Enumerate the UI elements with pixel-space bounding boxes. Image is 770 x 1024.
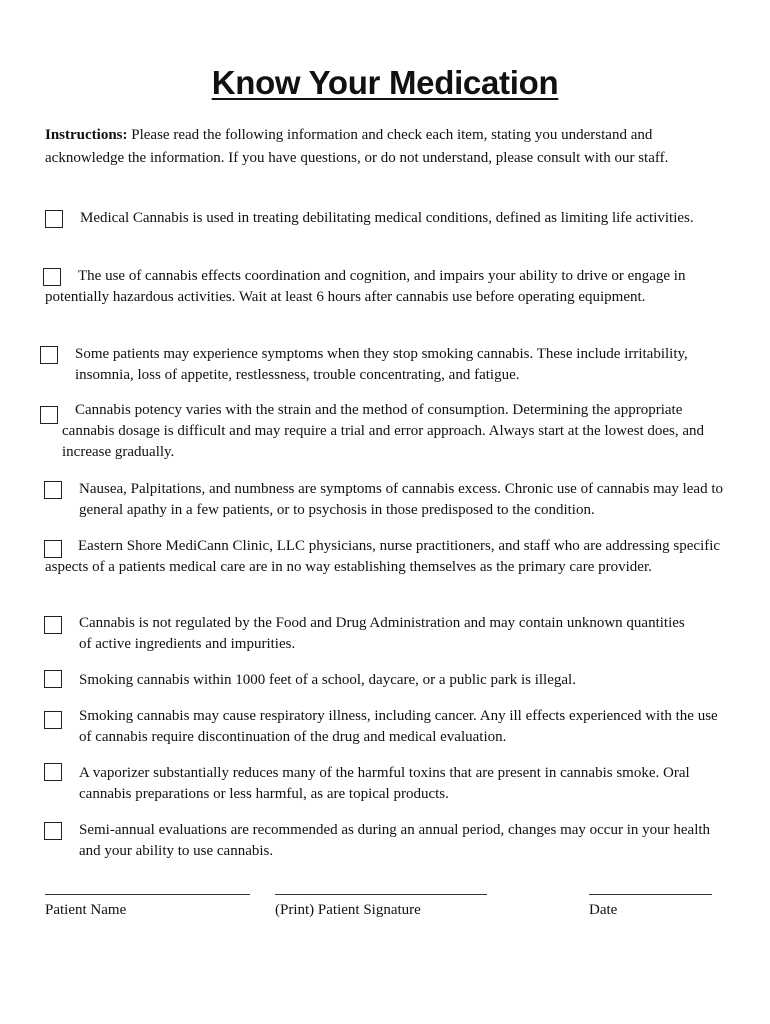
- item-text: Cannabis is not regulated by the Food and Drug Administration and may contain unknown quantities of active ingredients and impurities.: [79, 615, 685, 652]
- checkbox[interactable]: [44, 822, 62, 840]
- patient-name-line[interactable]: [45, 894, 250, 895]
- date-label: Date: [589, 902, 618, 918]
- patient-signature-label: (Print) Patient Signature: [275, 902, 421, 918]
- instructions-text: Please read the following information and check each item, stating you understand and acknowledge the information. If you have questions, or do not understand, please consult with our staff.: [45, 127, 669, 166]
- checkbox[interactable]: [44, 481, 62, 499]
- item-text: Smoking cannabis may cause respiratory illness, including cancer. Any ill effects experienced with the use of cannabis require discontinuation of the drug and medical evaluation.: [79, 708, 718, 745]
- page-title: Know Your Medication: [211, 64, 559, 101]
- item-text: Nausea, Palpitations, and numbness are symptoms of cannabis excess. Chronic use of cannabis may lead to general apathy in a few patients, or to psychosis in those predisposed to the condition.: [79, 481, 724, 518]
- patient-signature-line[interactable]: [275, 894, 487, 895]
- item-text: Semi-annual evaluations are recommended as during an annual period, changes may occur in your health and your ability to use cannabis.: [79, 822, 711, 859]
- item-text: The use of cannabis effects coordination and cognition, and impairs your ability to drive or engage in potentially hazardous activities. Wait at least 6 hours after cannabis use before operating equipment.: [45, 268, 686, 305]
- patient-name-label: Patient Name: [45, 902, 127, 918]
- instructions-label: Instructions:: [45, 127, 128, 143]
- item-text: Cannabis potency varies with the strain and the method of consumption. Determining the appropriate cannabis dosage is difficult and may require a trial and error approach. Always start at the lowest does, and increase gradually.: [62, 402, 705, 460]
- item-text: Smoking cannabis within 1000 feet of a school, daycare, or a public park is illegal.: [79, 672, 576, 688]
- checkbox[interactable]: [44, 763, 62, 781]
- item-text: Medical Cannabis is used in treating debilitating medical conditions, defined as limiting life activities.: [80, 210, 694, 226]
- checkbox[interactable]: [44, 711, 62, 729]
- checkbox[interactable]: [40, 346, 58, 364]
- checkbox[interactable]: [44, 670, 62, 688]
- item-text: Eastern Shore MediCann Clinic, LLC physicians, nurse practitioners, and staff who are addressing specific aspects of a patients medical care are in no way establishing themselves as the primary care provider.: [45, 538, 721, 575]
- date-line[interactable]: [589, 894, 712, 895]
- checkbox[interactable]: [40, 406, 58, 424]
- item-text: A vaporizer substantially reduces many of the harmful toxins that are present in cannabis smoke. Oral cannabis preparations or less harmful, as are topical products.: [79, 765, 690, 802]
- checkbox[interactable]: [44, 616, 62, 634]
- item-text: Some patients may experience symptoms when they stop smoking cannabis. These include irritability, insomnia, loss of appetite, restlessness, trouble concentrating, and fatigue.: [75, 346, 688, 383]
- instructions: [45, 124, 735, 170]
- checkbox[interactable]: [45, 210, 63, 228]
